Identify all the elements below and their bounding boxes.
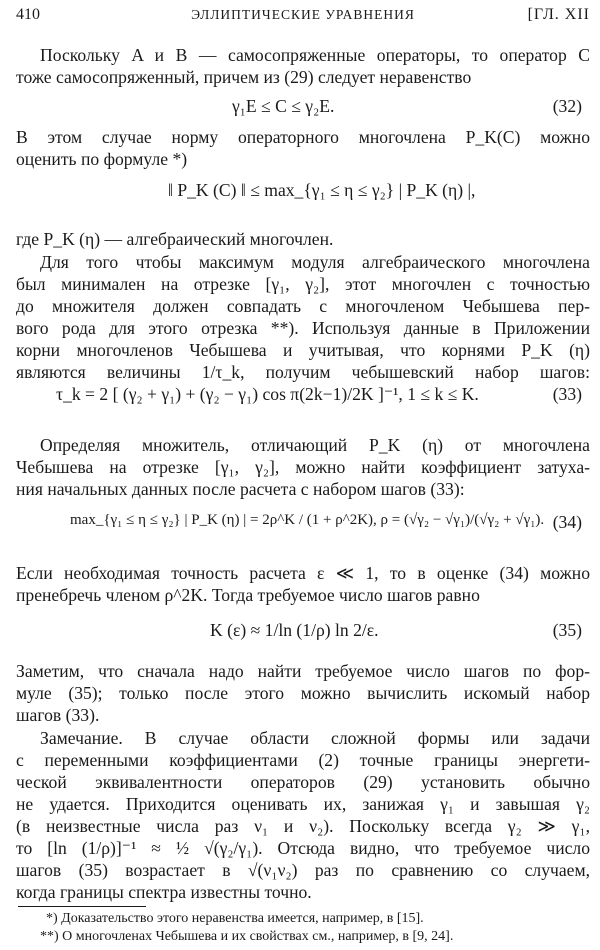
paragraph-4-line-4: вого рода для этого отрезка **). Используя данные в Приложении: [16, 318, 590, 338]
paragraph-8-line-4: не удается. Приходится оценивать их, занижая γ₁ и завышая γ₂: [16, 794, 590, 814]
equation-35-number: (35): [552, 620, 582, 640]
paragraph-4-line-6: являются величины 1/τ_k, получим чебышевский набор шагов:: [16, 362, 590, 382]
equation-33-body: τ_k = 2 [ (γ₂ + γ₁) + (γ₂ − γ₁) cos π(2k−1)/2K ]⁻¹, 1 ≤ k ≤ K.: [56, 384, 479, 404]
running-title: ЭЛЛИПТИЧЕСКИЕ УРАВНЕНИЯ: [191, 7, 415, 22]
chapter-label: [ГЛ. XII: [527, 6, 590, 23]
paragraph-4-line-3: до множителя должен совпадать с многочленом Чебышева пер-: [16, 296, 590, 316]
equation-norm-body: ‖ P_K (C) ‖ ≤ max_{γ₁ ≤ η ≤ γ₂} | P_K (η) |,: [168, 180, 476, 200]
footnote-rule: [18, 906, 146, 907]
paragraph-5-line-3: ния начальных данных после расчета с набором шагов (33):: [16, 479, 465, 499]
page-number: 410: [16, 6, 40, 23]
paragraph-4-line-1: Для того чтобы максимум модуля алгебраического многочлена: [40, 252, 590, 272]
paragraph-7-line-2: муле (35); только после этого можно вычислить искомый набор: [16, 683, 590, 703]
running-header: [16, 6, 590, 28]
paragraph-8-line-8: когда границы спектра известны точно.: [16, 882, 312, 902]
paragraph-8-line-7: шагов (35) возрастает в √(ν₁ν₂) раз по сравнению со случаем,: [16, 860, 590, 880]
equation-34-body: max_{γ₁ ≤ η ≤ γ₂} | P_K (η) | = 2ρ^K / (1 + ρ^2K), ρ = (√γ₂ − √γ₁)/(√γ₂ + √γ₁).: [70, 512, 545, 528]
equation-34-number: (34): [552, 512, 582, 532]
footnote-2: **) О многочленах Чебышева и их свойствах см., например, в [9, 24].: [40, 929, 454, 944]
paragraph-5-line-2: Чебышева на отрезке [γ₁, γ₂], можно найти коэффициент затуха-: [16, 457, 590, 477]
equation-32-number: (32): [552, 96, 582, 116]
paragraph-7-line-1: Заметим, что сначала надо найти требуемое число шагов по фор-: [16, 661, 590, 681]
paragraph-1-line-2: тоже самосопряженный, причем из (29) следует неравенство: [16, 67, 472, 87]
paragraph-6-line-2: пренебречь членом ρ^2K. Тогда требуемое число шагов равно: [16, 585, 480, 605]
equation-33-number: (33): [552, 384, 582, 404]
paragraph-8-line-1: Замечание. В случае области сложной формы или задачи: [40, 728, 590, 748]
footnote-1: *) Доказательство этого неравенства имеется, например, в [15].: [46, 911, 424, 926]
paragraph-7-line-3: шагов (33).: [16, 705, 100, 725]
paragraph-4-line-5: корни многочленов Чебышева и учитывая, что корнями P_K (η): [16, 340, 590, 360]
paragraph-8-line-5: (в неизвестные числа раз ν₁ и ν₂). Поскольку всегда γ₂ ≫ γ₁,: [16, 816, 590, 836]
paragraph-8-line-2: с переменными коэффициентами (2) точные границы энергети-: [16, 750, 590, 770]
paragraph-6-line-1: Если необходимая точность расчета ε ≪ 1, то в оценке (34) можно: [16, 563, 590, 583]
paragraph-8-line-6: то [ln (1/ρ)]⁻¹ ≈ ½ √(γ₂/γ₁). Отсюда видно, что требуемое число: [16, 838, 590, 858]
equation-32-body: γ₁E ≤ C ≤ γ₂E.: [232, 96, 335, 116]
paragraph-2-line-1: В этом случае норму операторного многочлена P_K(C) можно: [16, 127, 590, 147]
paragraph-2-line-2: оценить по формуле *): [16, 149, 188, 169]
paragraph-4-line-2: был минимален на отрезке [γ₁, γ₂], этот многочлен с точностью: [16, 274, 590, 294]
paragraph-1-line-1: Поскольку A и B — самосопряженные операторы, то оператор C: [40, 45, 590, 65]
paragraph-5-line-1: Определяя множитель, отличающий P_K (η) от многочлена: [40, 435, 590, 455]
paragraph-8-line-3: ческой эквивалентности операторов (29) установить обычно: [16, 772, 590, 792]
paragraph-3: где P_K (η) — алгебраический многочлен.: [16, 229, 334, 249]
equation-35-body: K (ε) ≈ 1/ln (1/ρ) ln 2/ε.: [210, 620, 379, 640]
